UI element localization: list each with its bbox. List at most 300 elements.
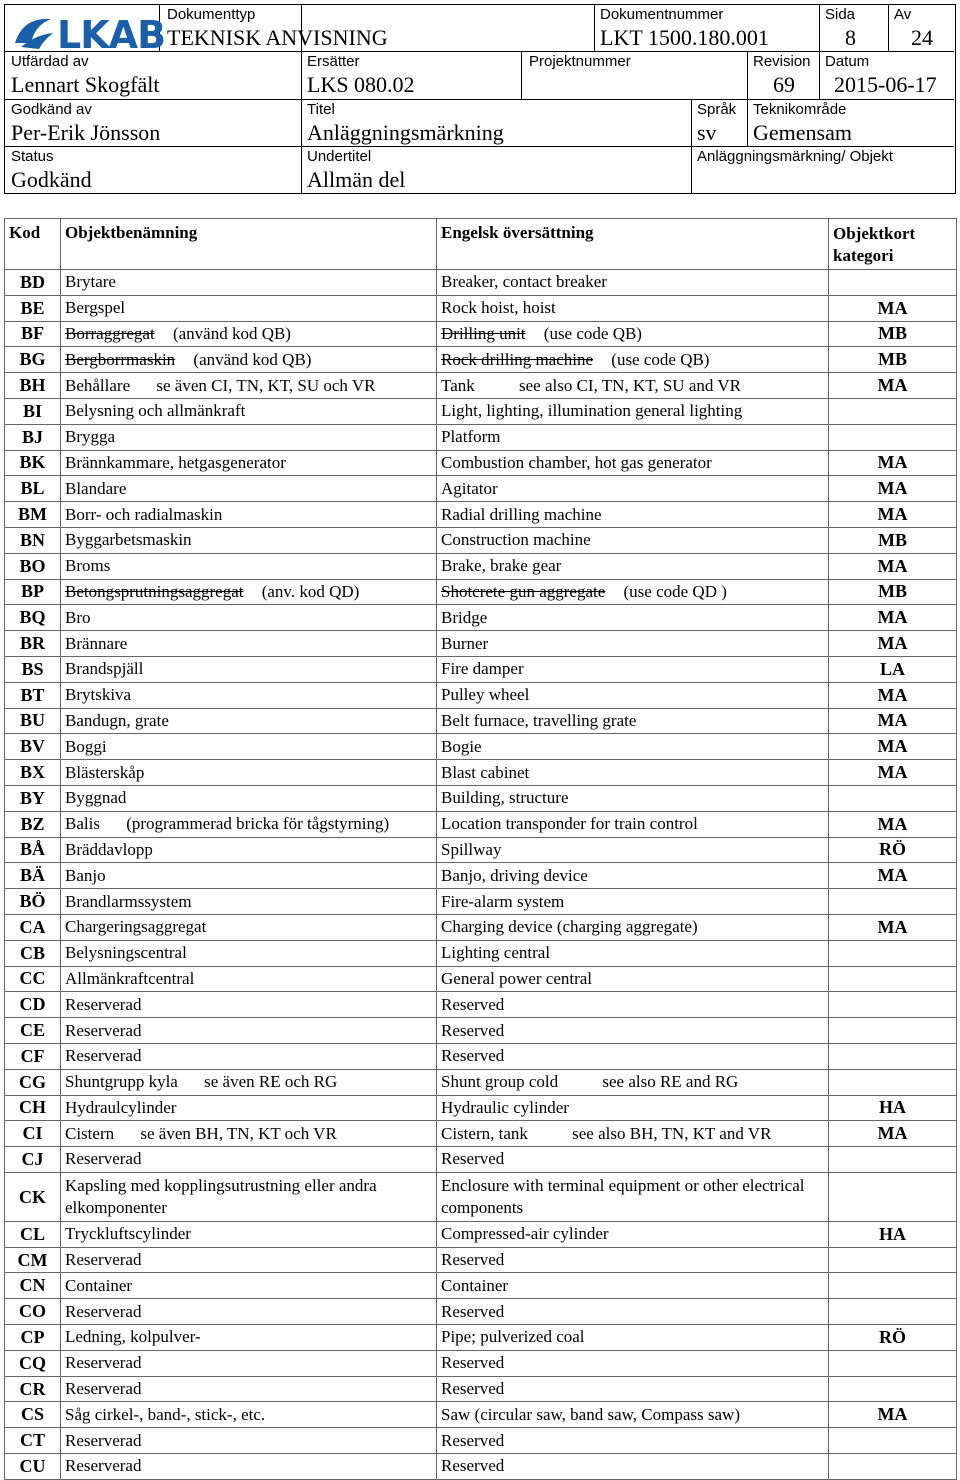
table-row xyxy=(5,321,957,347)
code-cell: BY xyxy=(5,785,61,811)
swedish-name: Betongsprutningsaggregat xyxy=(65,581,244,601)
english-name-cell xyxy=(437,837,829,863)
code-cell: BZ xyxy=(5,811,61,837)
category-cell: MA xyxy=(829,708,957,734)
table-row xyxy=(5,914,957,940)
swedish-name-cell xyxy=(61,966,437,992)
swedish-name: Reserverad xyxy=(65,1456,142,1476)
av-label: Av xyxy=(894,6,912,23)
category-cell xyxy=(829,1247,957,1273)
english-name-cell xyxy=(437,682,829,708)
english-name-cell xyxy=(437,579,829,605)
table-row xyxy=(5,347,957,373)
english-name-cell xyxy=(437,553,829,579)
category-cell: HA xyxy=(829,1221,957,1247)
status-label: Status xyxy=(11,148,54,165)
category-cell: HA xyxy=(829,1095,957,1121)
swedish-name: Boggi xyxy=(65,736,107,756)
swedish-name-cell xyxy=(61,940,437,966)
swedish-name: Bergborrmaskin xyxy=(65,349,176,369)
table-row xyxy=(5,398,957,424)
swedish-name-cell xyxy=(61,295,437,321)
datum-label: Datum xyxy=(825,53,870,70)
swedish-name: Reserverad xyxy=(65,1149,142,1169)
category-cell xyxy=(829,889,957,915)
code-cell: CQ xyxy=(5,1350,61,1376)
english-name: Banjo, driving device xyxy=(441,865,588,885)
table-row xyxy=(5,1376,957,1402)
category-cell xyxy=(829,1069,957,1095)
swedish-name: Bräddavlopp xyxy=(65,839,153,859)
category-cell: MA xyxy=(829,863,957,889)
code-cell: CE xyxy=(5,1018,61,1044)
swedish-name: Bandugn, grate xyxy=(65,710,169,730)
english-name-cell xyxy=(437,1402,829,1428)
swedish-name-cell xyxy=(61,811,437,837)
english-name-cell xyxy=(437,785,829,811)
english-name: Reserved xyxy=(441,1250,505,1270)
category-cell: MA xyxy=(829,450,957,476)
english-name: Pipe; pulverized coal xyxy=(441,1327,585,1347)
table-row xyxy=(5,940,957,966)
swedish-name: Chargeringsaggregat xyxy=(65,917,207,937)
english-note: see also CI, TN, KT, SU and VR xyxy=(519,375,741,395)
english-name: Bridge xyxy=(441,607,488,627)
swedish-name: Byggnad xyxy=(65,788,127,808)
code-cell: BI xyxy=(5,398,61,424)
swedish-name-cell xyxy=(61,682,437,708)
code-cell: CU xyxy=(5,1454,61,1480)
undertitel-value: Allmän del xyxy=(307,167,406,192)
category-cell: MA xyxy=(829,631,957,657)
godkand-av-value: Per-Erik Jönsson xyxy=(11,120,161,145)
table-row xyxy=(5,502,957,528)
english-name: Charging device (charging aggregate) xyxy=(441,917,698,937)
category-cell: RÖ xyxy=(829,837,957,863)
category-cell: MB xyxy=(829,347,957,373)
english-name: Compressed-air cylinder xyxy=(441,1224,609,1244)
table-row xyxy=(5,270,957,296)
swedish-name-cell xyxy=(61,605,437,631)
titel-label: Titel xyxy=(307,101,335,118)
english-name: Breaker, contact breaker xyxy=(441,272,607,292)
swedish-name-cell xyxy=(61,708,437,734)
english-name: Fire-alarm system xyxy=(441,891,565,911)
dokumentnummer-label: Dokumentnummer xyxy=(600,6,724,23)
english-name: Hydraulic cylinder xyxy=(441,1097,569,1117)
english-name-cell xyxy=(437,398,829,424)
dokumenttyp-label: Dokumenttyp xyxy=(167,6,256,23)
code-cell: CL xyxy=(5,1221,61,1247)
category-cell xyxy=(829,1299,957,1325)
english-name-cell xyxy=(437,1095,829,1121)
table-row xyxy=(5,1147,957,1173)
logo-mark-icon xyxy=(13,13,55,53)
swedish-note: se även BH, TN, KT och VR xyxy=(140,1123,337,1143)
code-cell: CJ xyxy=(5,1147,61,1173)
swedish-name-cell xyxy=(61,785,437,811)
swedish-name-cell xyxy=(61,837,437,863)
category-cell: MB xyxy=(829,527,957,553)
english-name: Burner xyxy=(441,633,489,653)
table-row xyxy=(5,1273,957,1299)
table-row xyxy=(5,863,957,889)
swedish-name: Reserverad xyxy=(65,1301,142,1321)
english-name: Radial drilling machine xyxy=(441,504,602,524)
english-name: Reserved xyxy=(441,1046,505,1066)
table-row xyxy=(5,1095,957,1121)
category-cell: MA xyxy=(829,811,957,837)
code-cell: BU xyxy=(5,708,61,734)
swedish-name: Belysningscentral xyxy=(65,943,187,963)
swedish-name: Ledning, kolpulver- xyxy=(65,1327,201,1347)
code-cell: BE xyxy=(5,295,61,321)
code-cell: CP xyxy=(5,1325,61,1351)
teknikomrade-label: Teknikområde xyxy=(753,101,847,118)
table-row xyxy=(5,373,957,399)
revision-label: Revision xyxy=(753,53,811,70)
table-row xyxy=(5,1247,957,1273)
swedish-name-cell xyxy=(61,992,437,1018)
table-row xyxy=(5,760,957,786)
table-row xyxy=(5,811,957,837)
english-name-cell xyxy=(437,1172,829,1221)
english-name-cell xyxy=(437,373,829,399)
dokumenttyp-value: TEKNISK ANVISNING xyxy=(167,25,388,50)
code-cell: CT xyxy=(5,1428,61,1454)
english-note: see also BH, TN, KT and VR xyxy=(572,1123,772,1143)
table-row xyxy=(5,527,957,553)
category-cell xyxy=(829,966,957,992)
projektnummer-label: Projektnummer xyxy=(529,53,631,70)
english-name-cell xyxy=(437,1325,829,1351)
code-cell: BÅ xyxy=(5,837,61,863)
code-cell: BL xyxy=(5,476,61,502)
table-row xyxy=(5,708,957,734)
swedish-name: Reserverad xyxy=(65,1430,142,1450)
english-name-cell xyxy=(437,295,829,321)
swedish-name-cell xyxy=(61,1402,437,1428)
swedish-name-cell xyxy=(61,656,437,682)
english-name: Shotcrete gun aggregate xyxy=(441,581,606,601)
swedish-name-cell xyxy=(61,1325,437,1351)
english-name: Rock hoist, hoist xyxy=(441,298,556,318)
table-row xyxy=(5,966,957,992)
english-name: Reserved xyxy=(441,1020,505,1040)
code-cell: CC xyxy=(5,966,61,992)
english-name: Fire damper xyxy=(441,659,524,679)
swedish-name: Belysning och allmänkraft xyxy=(65,401,246,421)
swedish-note: (använd kod QB) xyxy=(193,349,312,369)
table-row xyxy=(5,1428,957,1454)
english-name-cell xyxy=(437,1247,829,1273)
undertitel-label: Undertitel xyxy=(307,148,372,165)
ersatter-value: LKS 080.02 xyxy=(307,72,415,97)
english-name: Spillway xyxy=(441,839,502,859)
english-name-cell xyxy=(437,760,829,786)
table-row xyxy=(5,450,957,476)
swedish-name: Såg cirkel-, band-, stick-, etc. xyxy=(65,1404,266,1424)
english-name: General power central xyxy=(441,968,593,988)
revision-value: 69 xyxy=(773,72,795,97)
titel-value: Anläggningsmärkning xyxy=(307,120,504,145)
table-row xyxy=(5,656,957,682)
english-name: Tank xyxy=(441,375,475,395)
swedish-name-cell xyxy=(61,450,437,476)
category-cell xyxy=(829,1273,957,1299)
swedish-name: Behållare xyxy=(65,375,131,395)
english-name-cell xyxy=(437,863,829,889)
category-cell xyxy=(829,1376,957,1402)
object-code-table xyxy=(4,218,957,1480)
english-name-cell xyxy=(437,914,829,940)
english-name-cell xyxy=(437,476,829,502)
swedish-name-cell xyxy=(61,553,437,579)
table-row xyxy=(5,837,957,863)
column-header-engelsk: Engelsk översättning xyxy=(437,219,829,270)
swedish-name-cell xyxy=(61,1350,437,1376)
english-name-cell xyxy=(437,889,829,915)
code-cell: CO xyxy=(5,1299,61,1325)
category-cell: MA xyxy=(829,295,957,321)
swedish-name: Tryckluftscylinder xyxy=(65,1224,191,1244)
table-row xyxy=(5,1299,957,1325)
english-name-cell xyxy=(437,811,829,837)
swedish-name-cell xyxy=(61,527,437,553)
swedish-note: (programmerad bricka för tågstyrning) xyxy=(126,814,390,834)
swedish-name-cell xyxy=(61,1299,437,1325)
dokumentnummer-value: LKT 1500.180.001 xyxy=(600,25,769,50)
english-name: Cistern, tank xyxy=(441,1123,528,1143)
swedish-name-cell xyxy=(61,424,437,450)
lkab-logo xyxy=(13,13,166,57)
category-cell: MA xyxy=(829,914,957,940)
english-name-cell xyxy=(437,1350,829,1376)
english-name: Container xyxy=(441,1275,509,1295)
swedish-name: Reserverad xyxy=(65,994,142,1014)
swedish-name-cell xyxy=(61,863,437,889)
english-name: Light, lighting, illumination general lighting xyxy=(441,401,743,421)
swedish-note: (använd kod QB) xyxy=(172,323,291,343)
english-name-cell xyxy=(437,1428,829,1454)
column-header-benamning: Objektbenämning xyxy=(61,219,437,270)
swedish-name-cell xyxy=(61,373,437,399)
category-cell: MA xyxy=(829,502,957,528)
swedish-name: Reserverad xyxy=(65,1046,142,1066)
table-row xyxy=(5,1221,957,1247)
column-header-kod: Kod xyxy=(5,219,61,270)
swedish-name: Container xyxy=(65,1275,133,1295)
english-name-cell xyxy=(437,424,829,450)
omrade-sub-label: Anläggningsmärkning/ Objekt xyxy=(697,148,893,165)
english-name: Shunt group cold xyxy=(441,1072,559,1092)
swedish-note: se även CI, TN, KT, SU och VR xyxy=(156,375,376,395)
swedish-name-cell xyxy=(61,1172,437,1221)
english-name-cell xyxy=(437,1121,829,1147)
table-row xyxy=(5,295,957,321)
english-name: Reserved xyxy=(441,1353,505,1373)
english-name-cell xyxy=(437,1043,829,1069)
swedish-name: Borraggregat xyxy=(65,323,155,343)
category-cell: MA xyxy=(829,476,957,502)
swedish-name: Banjo xyxy=(65,865,106,885)
table-row xyxy=(5,1018,957,1044)
category-cell xyxy=(829,1172,957,1221)
swedish-name-cell xyxy=(61,321,437,347)
category-cell xyxy=(829,1428,957,1454)
swedish-name: Reserverad xyxy=(65,1250,142,1270)
godkand-av-label: Godkänd av xyxy=(11,101,92,118)
swedish-name: Bergspel xyxy=(65,298,126,318)
code-cell: BG xyxy=(5,347,61,373)
swedish-name: Blästerskåp xyxy=(65,762,145,782)
teknikomrade-value: Gemensam xyxy=(753,120,852,145)
category-cell: MA xyxy=(829,373,957,399)
swedish-name-cell xyxy=(61,1043,437,1069)
english-name: Pulley wheel xyxy=(441,685,530,705)
swedish-name-cell xyxy=(61,398,437,424)
column-header-kategori: Objektkort kategori xyxy=(829,219,957,270)
category-cell: MA xyxy=(829,1121,957,1147)
swedish-name: Broms xyxy=(65,556,111,576)
utfardad-label: Utfärdad av xyxy=(11,53,89,70)
swedish-name-cell xyxy=(61,1069,437,1095)
swedish-name-cell xyxy=(61,1428,437,1454)
code-cell: BK xyxy=(5,450,61,476)
english-note: (use code QB) xyxy=(611,349,710,369)
swedish-name-cell xyxy=(61,631,437,657)
ersatter-label: Ersätter xyxy=(307,53,360,70)
table-row xyxy=(5,553,957,579)
code-cell: BS xyxy=(5,656,61,682)
category-cell xyxy=(829,398,957,424)
swedish-name: Brytare xyxy=(65,272,116,292)
table-row xyxy=(5,579,957,605)
category-cell xyxy=(829,992,957,1018)
category-cell: MB xyxy=(829,579,957,605)
english-name: Blast cabinet xyxy=(441,762,530,782)
english-name-cell xyxy=(437,1376,829,1402)
english-name-cell xyxy=(437,734,829,760)
code-cell: BQ xyxy=(5,605,61,631)
code-cell: CI xyxy=(5,1121,61,1147)
code-cell: CS xyxy=(5,1402,61,1428)
swedish-name: Brandspjäll xyxy=(65,659,144,679)
category-cell xyxy=(829,1018,957,1044)
english-name: Location transponder for train control xyxy=(441,814,698,834)
swedish-name-cell xyxy=(61,1273,437,1299)
english-name: Drilling unit xyxy=(441,323,526,343)
swedish-name-cell xyxy=(61,914,437,940)
english-name-cell xyxy=(437,631,829,657)
code-cell: BJ xyxy=(5,424,61,450)
english-note: (use code QD ) xyxy=(623,581,727,601)
sprak-label: Språk xyxy=(697,101,737,118)
english-name: Reserved xyxy=(441,1379,505,1399)
datum-value: 2015-06-17 xyxy=(834,72,937,97)
code-cell: CH xyxy=(5,1095,61,1121)
english-name-cell xyxy=(437,450,829,476)
table-row xyxy=(5,424,957,450)
table-row xyxy=(5,992,957,1018)
english-name-cell xyxy=(437,1069,829,1095)
english-name: Bogie xyxy=(441,736,482,756)
av-value: 24 xyxy=(911,25,933,50)
english-name-cell xyxy=(437,1018,829,1044)
swedish-name-cell xyxy=(61,1454,437,1480)
swedish-name: Allmänkraftcentral xyxy=(65,968,195,988)
english-name-cell xyxy=(437,1221,829,1247)
code-cell: BR xyxy=(5,631,61,657)
table-row xyxy=(5,605,957,631)
category-cell xyxy=(829,1147,957,1173)
table-body xyxy=(5,270,957,1480)
swedish-name: Blandare xyxy=(65,478,127,498)
swedish-name-cell xyxy=(61,1121,437,1147)
swedish-name: Cistern xyxy=(65,1123,115,1143)
english-name: Rock drilling machine xyxy=(441,349,594,369)
english-note: (use code QB) xyxy=(543,323,642,343)
logo-text: LKAB xyxy=(57,13,166,57)
swedish-name-cell xyxy=(61,889,437,915)
english-name-cell xyxy=(437,1273,829,1299)
category-cell: MA xyxy=(829,1402,957,1428)
code-cell: BÖ xyxy=(5,889,61,915)
swedish-note: (anv. kod QD) xyxy=(261,581,360,601)
category-cell xyxy=(829,940,957,966)
swedish-name: Byggarbetsmaskin xyxy=(65,530,192,550)
code-cell: BV xyxy=(5,734,61,760)
swedish-name-cell xyxy=(61,347,437,373)
english-name-cell xyxy=(437,270,829,296)
code-cell: CD xyxy=(5,992,61,1018)
category-cell xyxy=(829,1043,957,1069)
english-name: Reserved xyxy=(441,1456,505,1476)
utfardad-value: Lennart Skogfält xyxy=(11,72,160,97)
status-value: Godkänd xyxy=(11,167,92,192)
code-cell: CB xyxy=(5,940,61,966)
swedish-name-cell xyxy=(61,1247,437,1273)
table-row xyxy=(5,1043,957,1069)
english-name-cell xyxy=(437,708,829,734)
english-name: Combustion chamber, hot gas generator xyxy=(441,452,712,472)
table-row xyxy=(5,889,957,915)
category-cell xyxy=(829,424,957,450)
category-cell xyxy=(829,1454,957,1480)
swedish-name: Shuntgrupp kyla xyxy=(65,1072,178,1092)
english-name-cell xyxy=(437,966,829,992)
english-name-cell xyxy=(437,1454,829,1480)
code-cell: BO xyxy=(5,553,61,579)
swedish-name-cell xyxy=(61,270,437,296)
swedish-name-cell xyxy=(61,734,437,760)
category-cell xyxy=(829,1350,957,1376)
table-row xyxy=(5,1325,957,1351)
code-cell: CK xyxy=(5,1172,61,1221)
code-cell: BÄ xyxy=(5,863,61,889)
table-row xyxy=(5,785,957,811)
sida-value: 8 xyxy=(845,25,856,50)
category-cell: LA xyxy=(829,656,957,682)
english-name-cell xyxy=(437,347,829,373)
english-name: Reserved xyxy=(441,1149,505,1169)
english-name: Belt furnace, travelling grate xyxy=(441,710,637,730)
code-cell: BM xyxy=(5,502,61,528)
category-cell: RÖ xyxy=(829,1325,957,1351)
category-cell xyxy=(829,785,957,811)
english-name: Saw (circular saw, band saw, Compass saw) xyxy=(441,1404,740,1424)
table-row xyxy=(5,1454,957,1480)
